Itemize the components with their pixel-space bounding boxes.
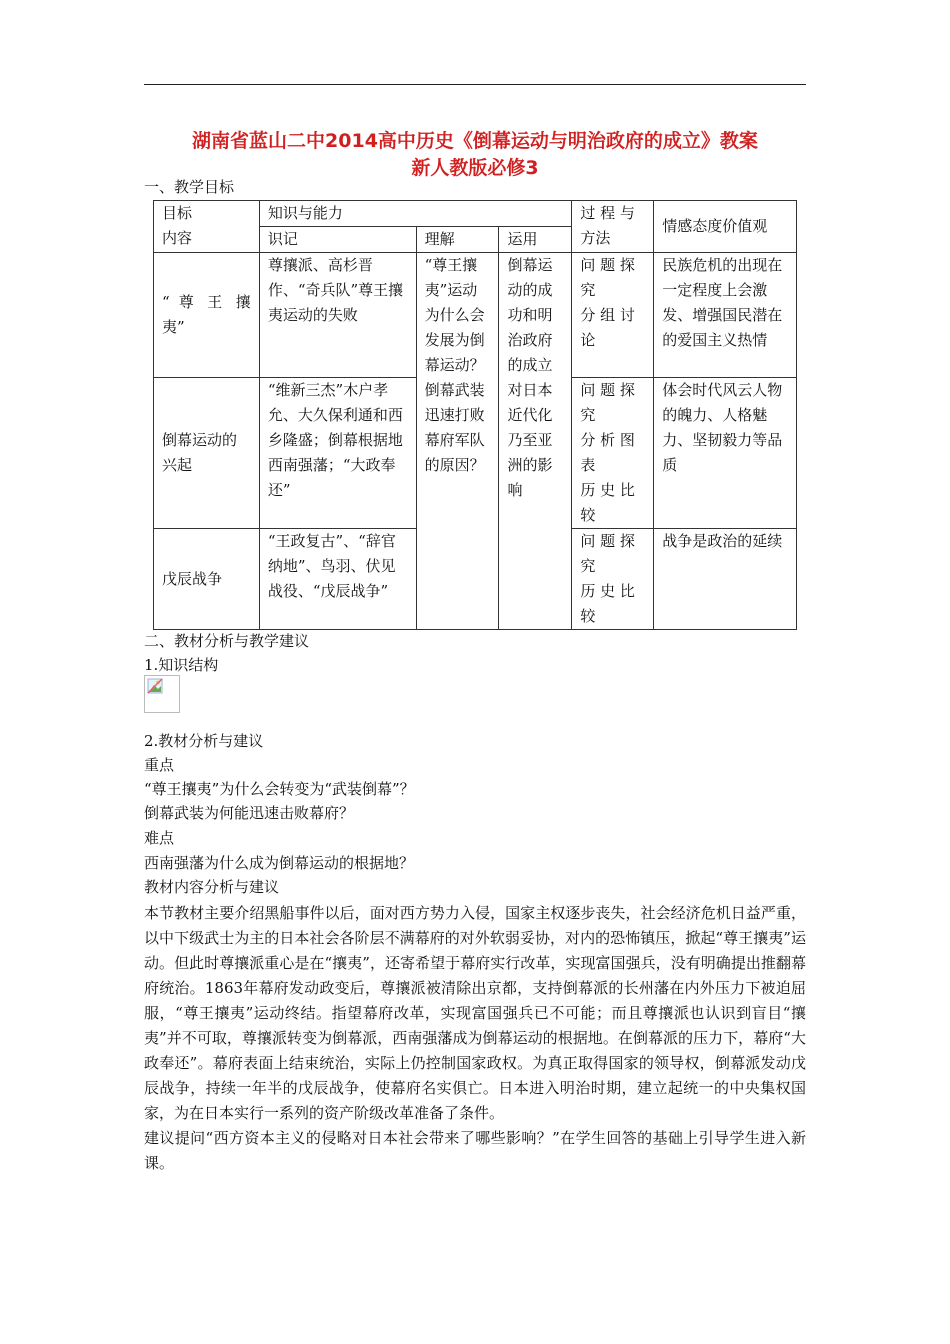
row-process: 问 题 探 究 历 史 比 较 <box>572 529 654 630</box>
suggestion-paragraph: 建议提问“西方资本主义的侵略对日本社会带来了哪些影响？”在学生回答的基础上引导学生进入新课。 <box>144 1129 806 1172</box>
row-process: 问 题 探 究 分 组 讨 论 <box>572 253 654 378</box>
analysis-section-label: 2.教材分析与建议 <box>144 732 264 750</box>
header-process: 过 程 与 方法 <box>572 201 654 253</box>
row-content: “ 尊 王 攘 夷” <box>154 253 260 378</box>
analysis-paragraph: 本节教材主要介绍黑船事件以后，面对西方势力入侵，国家主权逐步丧失，社会经济危机日益严重，以中下级武士为主的日本社会各阶层不满幕府的对外软弱妥协，对内的恐怖镇压，掀起“尊王攘夷”运动。但此时尊攘派重心是在“攘夷”，还寄希望于幕府实行改革，实现富国强兵，没有明确提出推翻幕府统治。1863年幕府发动政变后，尊攘派被清除出京都，支持倒幕派的长州藩在内外压力下被迫屈服，“尊王攘夷”运动终结。指望幕府改革，实现富国强兵已不可能；而且尊攘派也认识到盲目“攘夷”并不可取，尊攘派转变为倒幕派，西南强藩成为倒幕运动的根据地。在倒幕派的压力下，幕府“大政奉还”。幕府表面上结束统治，实际上仍控制国家政权。为真正取得国家的领导权，倒幕派发动戊辰战争，持续一年半的戊辰战争，使幕府名实俱亡。日本进入明治时期，建立起统一的中央集权国家，为在日本实行一系列的资产阶级改革准备了条件。 <box>144 904 806 1122</box>
doc-title-line2: 新人教版必修3 <box>411 157 539 179</box>
row-emotion: 体会时代风云人物的魄力、人格魅力、坚韧毅力等品质 <box>654 378 797 529</box>
row-recall: “维新三杰”木户孝允、大久保利通和西乡隆盛；倒幕根据地西南强藩；“大政奉还” <box>259 378 416 529</box>
row-recall: 尊攘派、高杉晋作、“奇兵队”尊王攘夷运动的失败 <box>259 253 416 378</box>
header-emotion: 情感态度价值观 <box>654 201 797 253</box>
header-apply: 运用 <box>499 227 572 253</box>
apply-cell: 倒幕运动的成功和明治政府的成立对日本近代化乃至亚洲的影响 <box>499 253 572 630</box>
header-target-content: 目标 内容 <box>154 201 260 253</box>
header-rule <box>144 84 806 85</box>
knowledge-structure-label: 1.知识结构 <box>144 656 219 674</box>
section1-heading: 一、教学目标 <box>144 178 235 196</box>
row-content: 戊辰战争 <box>154 529 260 630</box>
row-content: 倒幕运动的 兴起 <box>154 378 260 529</box>
row-process: 问 题 探 究 分 析 图 表 历 史 比 较 <box>572 378 654 529</box>
difficulty-label: 难点 <box>144 829 175 847</box>
difficulty-1: 西南强藩为什么成为倒幕运动的根据地？ <box>144 854 415 872</box>
key-point-2: 倒幕武装为何能迅速击败幕府？ <box>144 804 355 822</box>
broken-image-icon <box>144 675 180 713</box>
row-emotion: 民族危机的出现在一定程度上会激发、增强国民潜在的爱国主义热情 <box>654 253 797 378</box>
content-analysis-label: 教材内容分析与建议 <box>144 878 280 896</box>
key-point-1: “尊王攘夷”为什么会转变为“武装倒幕”？ <box>144 780 415 798</box>
key-points-label: 重点 <box>144 756 175 774</box>
understand-cell: “尊王攘夷”运动为什么会发展为倒幕运动？倒幕武装迅速打败幕府军队的原因？ <box>416 253 499 630</box>
goals-table <box>153 200 797 630</box>
header-knowledge: 知识与能力 <box>259 201 572 227</box>
doc-title-line1: 湖南省蓝山二中2014高中历史《倒幕运动与明治政府的成立》教案 <box>192 130 758 152</box>
row-recall: “王政复古”、“辞官纳地”、鸟羽、伏见战役、“戊辰战争” <box>259 529 416 630</box>
row-emotion: 战争是政治的延续 <box>654 529 797 630</box>
header-recall: 识记 <box>259 227 416 253</box>
table-row <box>154 253 797 378</box>
content-analysis-body <box>144 901 806 1176</box>
section2-heading: 二、教材分析与教学建议 <box>144 632 310 650</box>
header-understand: 理解 <box>416 227 499 253</box>
